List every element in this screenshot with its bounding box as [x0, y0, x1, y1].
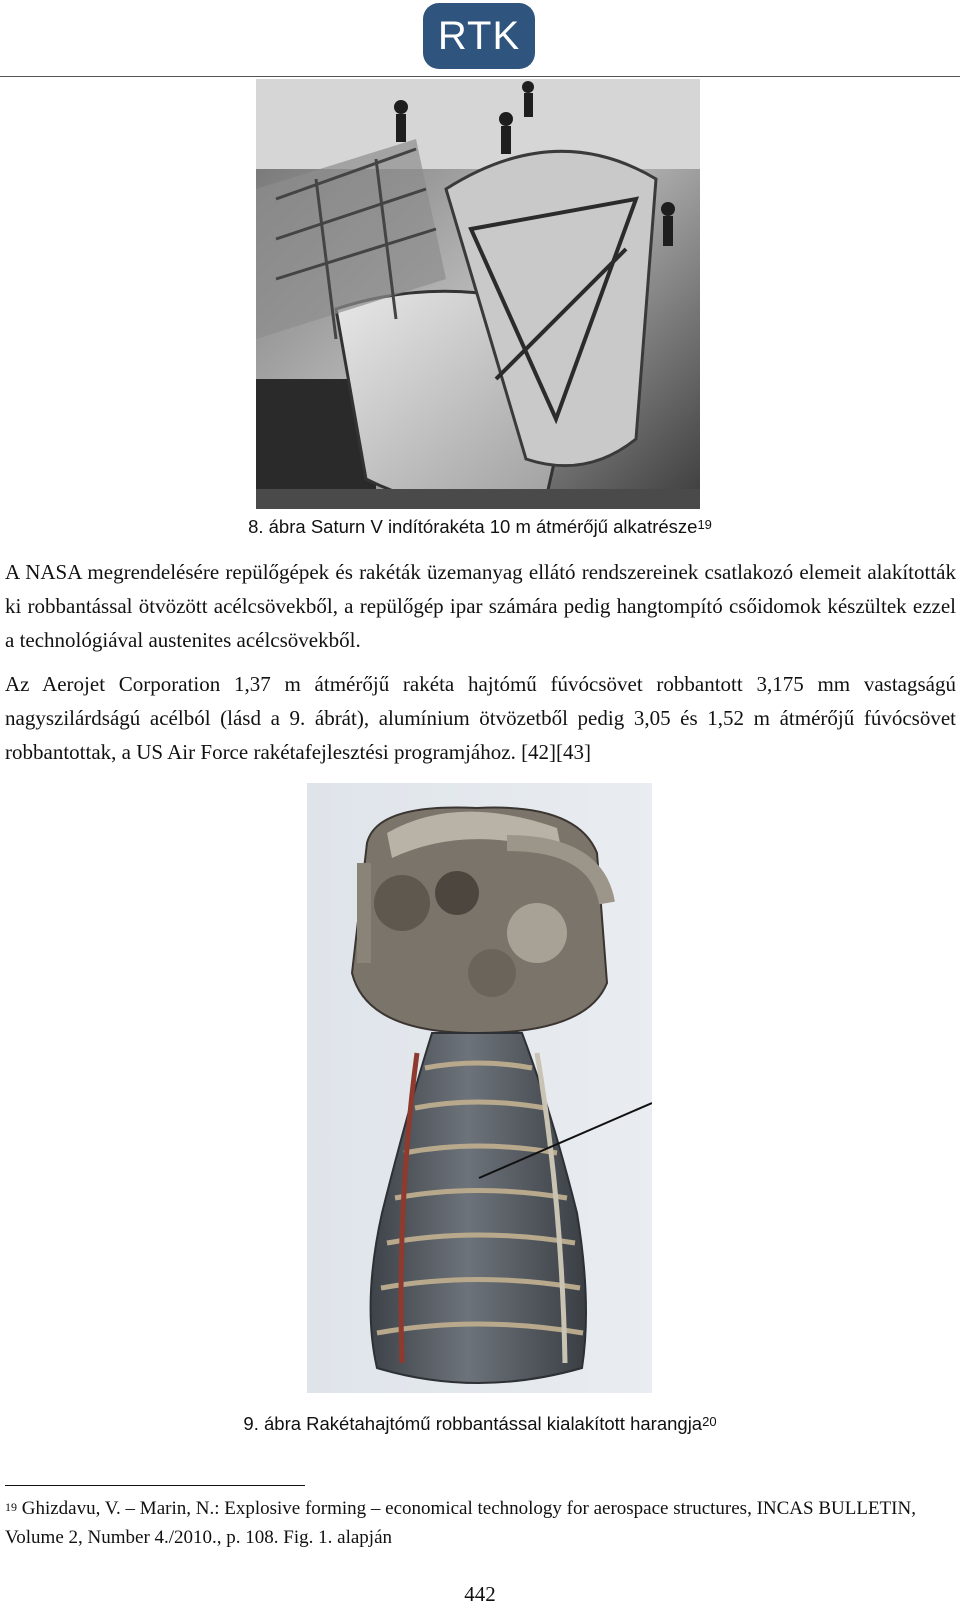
footnote-text: Ghizdavu, V. – Marin, N.: Explosive forming – economical technology for aerospace structures, INCAS BULLETIN, Volume 2, Number 4./2010., p. 108. Fig. 1. alapján	[5, 1498, 916, 1548]
page-number: 442	[464, 1582, 496, 1606]
footnote-19	[5, 1495, 935, 1551]
figure-9-caption-text: 9. ábra Rakétahajtómű robbantással kialakított harangja	[243, 1413, 703, 1434]
rtk-logo	[423, 3, 535, 69]
footnote-number: 19	[5, 1500, 17, 1514]
figure-9-photo	[307, 783, 652, 1393]
figure-9-caption	[0, 1413, 960, 1435]
footnote-divider	[5, 1485, 305, 1486]
logo-text: RTK	[437, 13, 521, 58]
footnote-ref-20[interactable]: 20	[702, 1414, 717, 1429]
footnote-ref-19[interactable]: 19	[697, 517, 712, 532]
paragraph-1: A NASA megrendelésére repülőgépek és rakéták üzemanyag ellátó rendszereinek csatlakozó elemeit alakították ki robbantással ötvözött acélcsövekből, a repülőgép ipar számára pedig hangtompító csőidomok készültek ezzel a technológiával austenites acélcsövekből.	[5, 560, 956, 652]
paragraph-2: Az Aerojet Corporation 1,37 m átmérőjű rakéta hajtómű fúvócsövet robbantott 3,175 mm vastagságú nagyszilárdságú acélból (lásd a 9. ábrát), alumínium ötvözetből pedig 3,05 és 1,52 m átmérőjű fúvócsövet robbantottak, a US Air Force rakétafejlesztési programjához. [42][43]	[5, 672, 956, 764]
figure-8-photo	[256, 79, 700, 509]
figure-8-caption-text: 8. ábra Saturn V indítórakéta 10 m átmérőjű alkatrésze	[248, 516, 698, 537]
header-divider	[0, 76, 960, 77]
figure-8-caption	[0, 516, 960, 538]
